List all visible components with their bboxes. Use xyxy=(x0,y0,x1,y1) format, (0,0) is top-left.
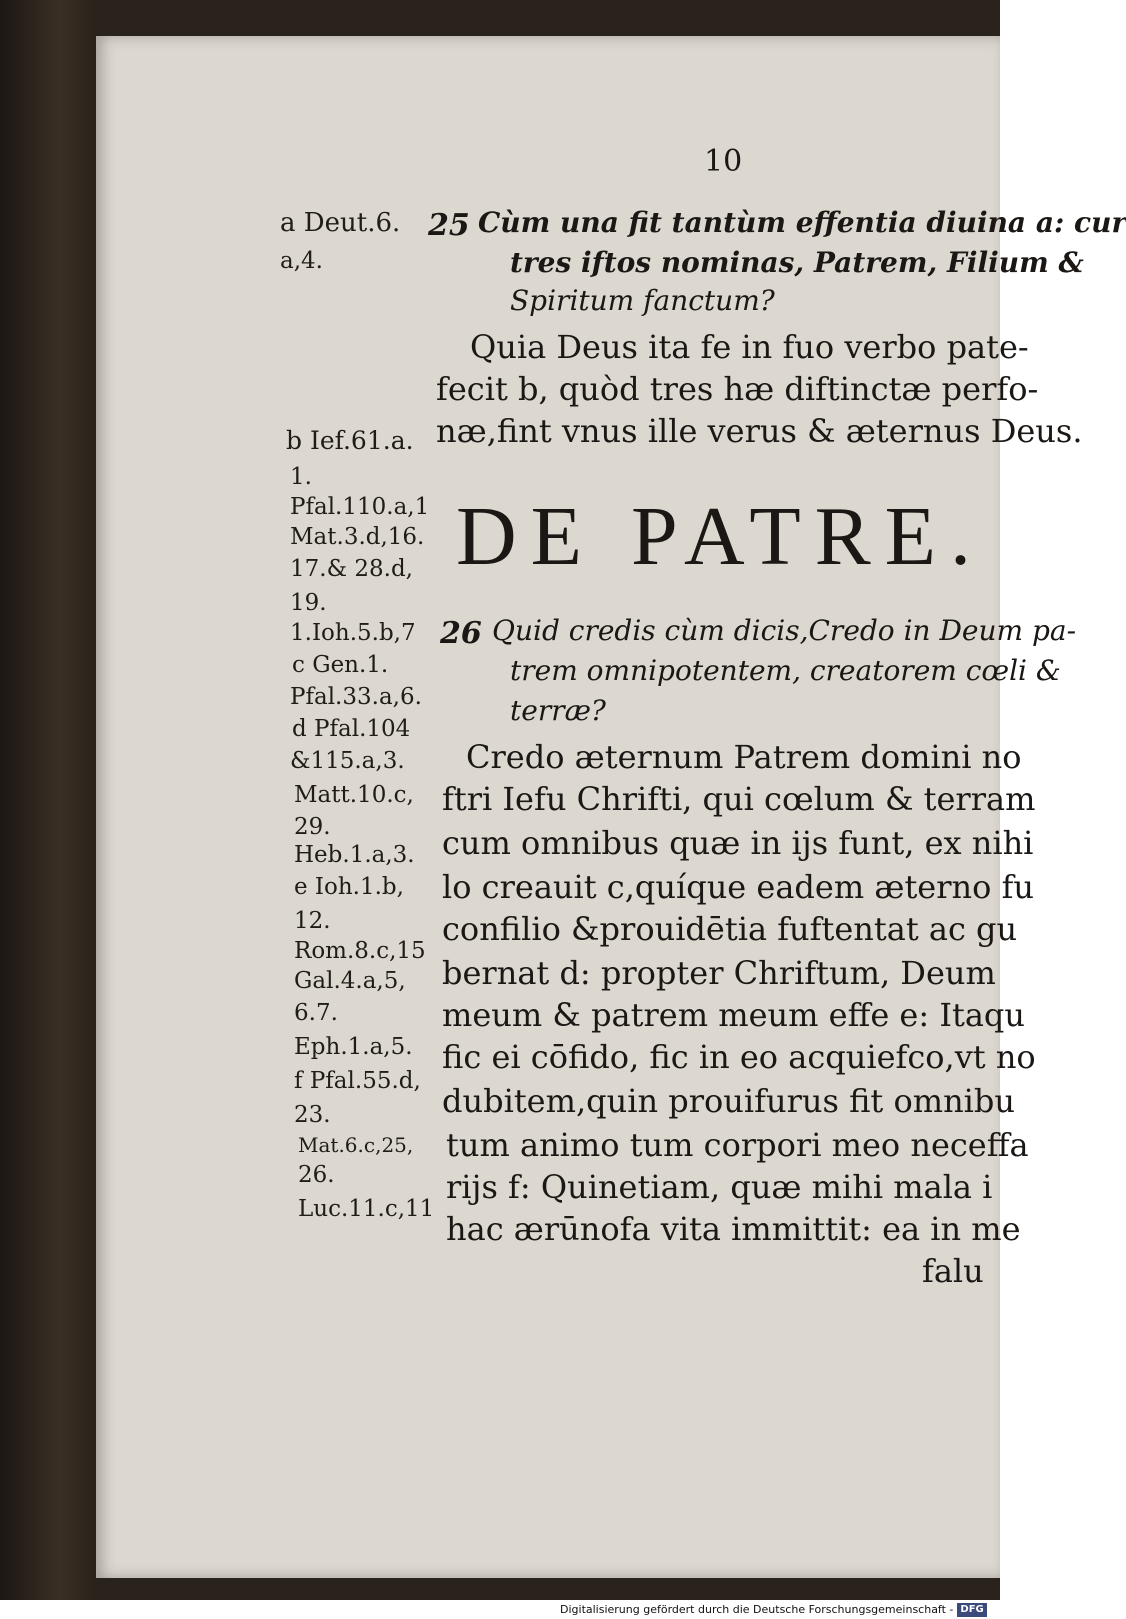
question-number: 26 xyxy=(440,616,482,651)
margin-note: &115.a,3. xyxy=(290,748,405,774)
body-line: cum omnibus quæ in ijs funt, ex nihi xyxy=(442,824,1034,862)
margin-note: d Pfal.104 xyxy=(292,716,411,742)
margin-note: Rom.8.c,15 xyxy=(294,938,426,964)
margin-note: e Ioh.1.b, xyxy=(294,874,404,900)
body-line: lo creauit c,quíque eadem æterno fu xyxy=(442,868,1035,906)
margin-note: Mat.6.c,25, xyxy=(298,1133,414,1157)
margin-note: Heb.1.a,3. xyxy=(294,842,415,868)
margin-note: 29. xyxy=(294,814,331,840)
body-line: Quia Deus ita fe in fuo verbo pate- xyxy=(470,328,1029,366)
question-line: Cùm una fit tantùm effentia diuina a: cur xyxy=(478,206,1126,239)
margin-note: 19. xyxy=(290,590,327,616)
margin-note: 17.& 28.d, xyxy=(290,556,413,582)
dfg-logo: DFG xyxy=(957,1603,986,1617)
margin-note: 26. xyxy=(298,1162,335,1188)
catchword: falu xyxy=(922,1252,984,1290)
margin-note: Luc.11.c,11 xyxy=(298,1196,435,1222)
margin-note: Gal.4.a,5, xyxy=(294,968,406,994)
body-line: Credo æternum Patrem domini no xyxy=(466,738,1022,776)
margin-note: Matt.10.c, xyxy=(294,782,414,808)
body-line: rijs f: Quinetiam, quæ mihi mala i xyxy=(446,1168,993,1206)
margin-note: 12. xyxy=(294,908,331,934)
question-line: trem omnipotentem, creatorem cœli & xyxy=(510,654,1061,687)
question-number: 25 xyxy=(428,208,470,243)
margin-note: a,4. xyxy=(280,248,323,274)
margin-note: 1. xyxy=(290,464,312,490)
question-line: terræ? xyxy=(510,694,606,727)
page-number: 10 xyxy=(704,144,743,179)
question-line: Spiritum fanctum? xyxy=(510,284,775,317)
body-line: hac ærūnofa vita immittit: ea in me xyxy=(446,1210,1021,1248)
credit-text: Digitalisierung gefördert durch die Deutsche Forschungsgemeinschaft - xyxy=(560,1603,954,1616)
margin-note: 6.7. xyxy=(294,1000,338,1026)
margin-note: f Pfal.55.d, xyxy=(294,1068,421,1094)
body-line: confilio &prouidētia fuftentat ac gu xyxy=(442,910,1018,948)
margin-note: Eph.1.a,5. xyxy=(294,1034,413,1060)
margin-note: c Gen.1. xyxy=(292,652,389,678)
body-line: bernat d: propter Chriftum, Deum xyxy=(442,954,996,992)
margin-note: a Deut.6. xyxy=(280,208,401,238)
margin-note: Mat.3.d,16. xyxy=(290,524,425,550)
question-line: Quid credis cùm dicis,Credo in Deum pa- xyxy=(492,614,1077,647)
margin-note: 1.Ioh.5.b,7 xyxy=(290,620,416,646)
question-line: tres iftos nominas, Patrem, Filium & xyxy=(510,246,1084,279)
book-page xyxy=(96,36,1126,1578)
margin-note: 23. xyxy=(294,1102,331,1128)
section-heading: DE PATRE. xyxy=(456,490,985,583)
margin-note: Pfal.110.a,1 xyxy=(290,494,430,520)
margin-note: Pfal.33.a,6. xyxy=(290,684,422,710)
body-line: fic ei cōfido, fic in eo acquiefco,vt no xyxy=(442,1038,1036,1076)
margin-note: b Ief.61.a. xyxy=(286,426,414,455)
digitization-credit xyxy=(560,1600,987,1619)
body-line: tum animo tum corpori meo neceffa xyxy=(446,1126,1029,1164)
body-line: meum & patrem meum effe e: Itaqu xyxy=(442,996,1025,1034)
body-line: fecit b, quòd tres hæ diftinctæ perfo- xyxy=(436,370,1039,408)
body-line: dubitem,quin prouifurus fit omnibu xyxy=(442,1082,1015,1120)
body-line: næ,fint vnus ille verus & æternus Deus. xyxy=(436,412,1083,450)
body-line: ftri Iefu Chrifti, qui cœlum & terram xyxy=(442,780,1036,818)
